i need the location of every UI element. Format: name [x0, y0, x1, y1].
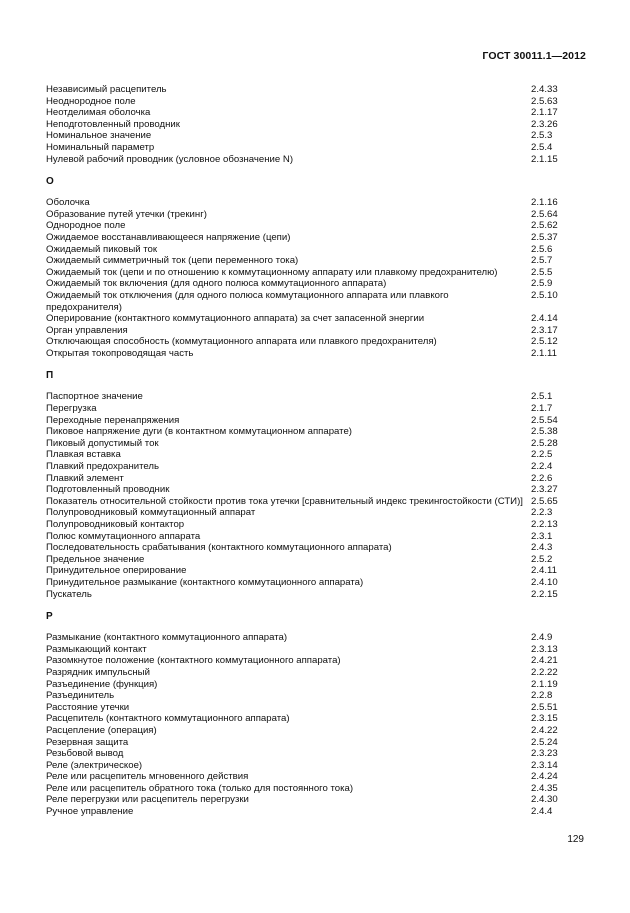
entry-term: Ожидаемый ток отключения (для одного полюса коммутационного аппарата или плавкого предохранителя) [46, 289, 449, 313]
entry-reference: 2.5.5 [531, 266, 553, 278]
entry-reference: 2.3.15 [531, 713, 558, 725]
entry-reference: 2.2.22 [531, 666, 558, 678]
index-entry [46, 244, 586, 256]
entry-reference: 2.3.1 [531, 530, 553, 542]
entry-term: Реле (электрическое) [46, 759, 143, 771]
entry-reference: 2.4.9 [531, 632, 553, 644]
entry-term: Показатель относительной стойкости против тока утечки [сравнительный индекс трекингостойкости (СТИ)] [46, 495, 523, 507]
entry-term: Размыкающий контакт [46, 643, 147, 655]
entry-reference: 2.4.14 [531, 313, 558, 325]
entry-term: Реле или расцепитель мгновенного действия [46, 771, 249, 783]
index-entry [46, 313, 586, 325]
entry-reference: 2.2.4 [531, 461, 553, 473]
entry-term: Номинальный параметр [46, 141, 155, 153]
entry-reference: 2.1.16 [531, 197, 558, 209]
index-entry [46, 554, 586, 566]
index-entry [46, 702, 586, 714]
entry-term: Плавкий элемент [46, 472, 124, 484]
index-entry [46, 679, 586, 691]
index-entry [46, 142, 586, 154]
entry-reference: 2.5.37 [531, 231, 558, 243]
entry-term: Полупроводниковый коммутационный аппарат [46, 507, 256, 519]
index-entry [46, 589, 586, 601]
index-entry [46, 713, 586, 725]
index-entry [46, 806, 586, 818]
index-entry [46, 107, 586, 119]
entry-term: Отключающая способность (коммутационного аппарата или плавкого предохранителя) [46, 336, 437, 348]
entry-term: Ожидаемое восстанавливающееся напряжение (цепи) [46, 231, 291, 243]
entry-reference: 2.5.64 [531, 208, 558, 220]
index-entry [46, 426, 586, 438]
entry-reference: 2.2.8 [531, 690, 553, 702]
index-entry [46, 119, 586, 131]
entry-reference: 2.2.13 [531, 519, 558, 530]
index-entry [46, 130, 586, 142]
entry-reference: 2.5.65 [531, 495, 558, 507]
entry-term: Разъединение (функция) [46, 678, 158, 690]
entry-reference: 2.5.51 [531, 701, 558, 713]
index-entry [46, 290, 586, 313]
entry-reference: 2.4.10 [531, 576, 558, 588]
entry-term: Оперирование (контактного коммутационного аппарата) за счет запасенной энергии [46, 313, 425, 325]
entry-reference: 2.5.7 [531, 255, 553, 267]
entry-term: Плавкая вставка [46, 449, 121, 461]
entry-reference: 2.5.9 [531, 278, 553, 290]
entry-term: Реле перегрузки или расцепитель перегрузки [46, 794, 249, 806]
entry-term: Образование путей утечки (трекинг) [46, 208, 207, 220]
entry-reference: 2.5.2 [531, 553, 553, 565]
index-entry [46, 542, 586, 554]
entry-term: Подготовленный проводник [46, 484, 170, 496]
entry-term: Предельное значение [46, 553, 145, 565]
page-header: ГОСТ 30011.1—2012 [482, 50, 586, 62]
entry-term: Разрядник импульсный [46, 666, 150, 678]
index-entry [46, 415, 586, 427]
entry-term: Разомкнутое положение (контактного коммутационного аппарата) [46, 655, 341, 667]
entry-reference: 2.4.4 [531, 806, 553, 818]
index-entry [46, 531, 586, 543]
index-entry [46, 507, 586, 519]
entry-reference: 2.4.22 [531, 724, 558, 736]
index-section [46, 176, 586, 365]
entry-reference: 2.3.13 [531, 643, 558, 655]
entry-reference: 2.5.6 [531, 243, 553, 255]
section-spacer [46, 600, 586, 606]
entry-reference: 2.1.11 [531, 347, 557, 359]
index-entry [46, 484, 586, 496]
entry-reference: 2.3.17 [531, 324, 558, 336]
entry-reference: 2.5.1 [531, 391, 553, 403]
entry-term: Неотделимая оболочка [46, 107, 151, 119]
index-section [46, 84, 586, 171]
index-entry [46, 267, 586, 279]
entry-reference: 2.3.14 [531, 759, 558, 771]
page-number: 129 [567, 834, 584, 845]
entry-term: Резьбовой вывод [46, 748, 124, 760]
entry-reference: 2.1.19 [531, 678, 558, 690]
section-spacer [46, 359, 586, 365]
index-entry [46, 748, 586, 760]
entry-reference: 2.3.27 [531, 484, 558, 496]
index-entry [46, 577, 586, 589]
entry-term: Ручное управление [46, 806, 134, 818]
index-entry [46, 794, 586, 806]
entry-term: Расцепитель (контактного коммутационного аппарата) [46, 713, 290, 725]
entry-reference: 2.3.26 [531, 118, 558, 130]
entry-term: Последовательность срабатывания (контактного коммутационного аппарата) [46, 542, 392, 554]
index-entry [46, 336, 586, 348]
entry-reference: 2.5.3 [531, 130, 553, 142]
entry-term: Размыкание (контактного коммутационного аппарата) [46, 632, 288, 644]
entry-term: Однородное поле [46, 220, 126, 232]
entry-reference: 2.4.3 [531, 542, 553, 554]
index-entry [46, 403, 586, 415]
index-entry [46, 325, 586, 337]
index-entry [46, 232, 586, 244]
index-entry [46, 519, 586, 531]
index-entry [46, 783, 586, 795]
entry-reference: 2.5.4 [531, 141, 553, 153]
index-entry [46, 438, 586, 450]
section-letter: П [46, 370, 54, 382]
entry-term: Принудительное оперирование [46, 565, 187, 577]
index-entry [46, 461, 586, 473]
entry-reference: 2.2.15 [531, 588, 558, 600]
index-entry [46, 632, 586, 644]
entry-reference: 2.4.24 [531, 771, 558, 783]
entry-term: Неоднородное поле [46, 95, 136, 107]
entry-reference: 2.4.35 [531, 782, 558, 794]
section-letter: Р [46, 611, 53, 623]
index-entry [46, 725, 586, 737]
entry-term: Неподготовленный проводник [46, 118, 180, 130]
index-entry [46, 565, 586, 577]
entry-reference: 2.1.7 [531, 403, 553, 415]
entry-reference: 2.3.23 [531, 748, 558, 760]
entry-term: Нулевой рабочий проводник (условное обозначение N) [46, 153, 294, 165]
entry-reference: 2.5.62 [531, 220, 558, 232]
index-section [46, 611, 586, 818]
entry-reference: 2.4.30 [531, 794, 558, 806]
entry-term: Оболочка [46, 197, 90, 209]
entry-reference: 2.5.54 [531, 414, 558, 426]
entry-reference: 2.5.28 [531, 437, 558, 449]
entry-reference: 2.5.12 [531, 336, 558, 348]
entry-term: Разъединитель [46, 690, 115, 702]
entry-term: Орган управления [46, 324, 128, 336]
entry-term: Плавкий предохранитель [46, 461, 160, 473]
index-entry [46, 278, 586, 290]
entry-term: Пиковое напряжение дуги (в контактном коммутационном аппарате) [46, 426, 352, 438]
entry-reference: 2.4.11 [531, 565, 557, 577]
entry-term: Открытая токопроводящая часть [46, 347, 194, 359]
entry-term: Расцепление (операция) [46, 724, 157, 736]
section-letter: О [46, 176, 54, 188]
entry-reference: 2.1.15 [531, 153, 558, 165]
entry-term: Номинальное значение [46, 130, 152, 142]
entry-term: Расстояние утечки [46, 701, 130, 713]
entry-term: Принудительное размыкание (контактного коммутационного аппарата) [46, 576, 364, 588]
index-entry [46, 154, 586, 166]
index-entry [46, 737, 586, 749]
entry-term: Пускатель [46, 588, 92, 600]
entry-reference: 2.2.5 [531, 449, 553, 461]
index-entry [46, 84, 586, 96]
entry-term: Резервная защита [46, 736, 129, 748]
index-entry [46, 255, 586, 267]
entry-reference: 2.5.24 [531, 736, 558, 748]
entry-term: Перегрузка [46, 403, 97, 415]
index-entry [46, 473, 586, 485]
index-entry [46, 496, 586, 508]
entry-term: Пиковый допустимый ток [46, 437, 159, 449]
entry-term: Независимый расцепитель [46, 84, 167, 95]
entry-term: Ожидаемый пиковый ток [46, 243, 158, 255]
index-entry [46, 391, 586, 403]
term-index [46, 84, 586, 818]
entry-reference: 2.2.6 [531, 472, 553, 484]
entry-reference: 2.2.3 [531, 507, 553, 519]
entry-term: Ожидаемый ток (цепи и по отношению к коммутационному аппарату или плавкому предохранителю) [46, 266, 498, 278]
entry-term: Реле или расцепитель обратного тока (только для постоянного тока) [46, 782, 354, 794]
index-section [46, 370, 586, 606]
index-entry [46, 197, 586, 209]
index-entry [46, 690, 586, 702]
entry-term: Ожидаемый симметричный ток (цепи переменного тока) [46, 255, 299, 267]
entry-reference: 2.5.10 [531, 289, 558, 301]
index-entry [46, 348, 586, 360]
section-spacer [46, 165, 586, 171]
entry-term: Паспортное значение [46, 391, 143, 403]
entry-term: Полупроводниковый контактор [46, 519, 185, 530]
entry-reference: 2.4.21 [531, 655, 558, 667]
entry-reference: 2.5.38 [531, 426, 558, 438]
entry-reference: 2.5.63 [531, 95, 558, 107]
entry-term: Переходные перенапряжения [46, 414, 180, 426]
index-entry [46, 667, 586, 679]
entry-term: Ожидаемый ток включения (для одного полюса коммутационного аппарата) [46, 278, 387, 290]
entry-term: Полюс коммутационного аппарата [46, 530, 201, 542]
index-entry [46, 655, 586, 667]
index-entry [46, 760, 586, 772]
index-entry [46, 220, 586, 232]
index-entry [46, 209, 586, 221]
index-entry [46, 644, 586, 656]
entry-reference: 2.4.33 [531, 84, 558, 95]
index-entry [46, 771, 586, 783]
index-entry [46, 449, 586, 461]
index-entry [46, 96, 586, 108]
entry-reference: 2.1.17 [531, 107, 558, 119]
